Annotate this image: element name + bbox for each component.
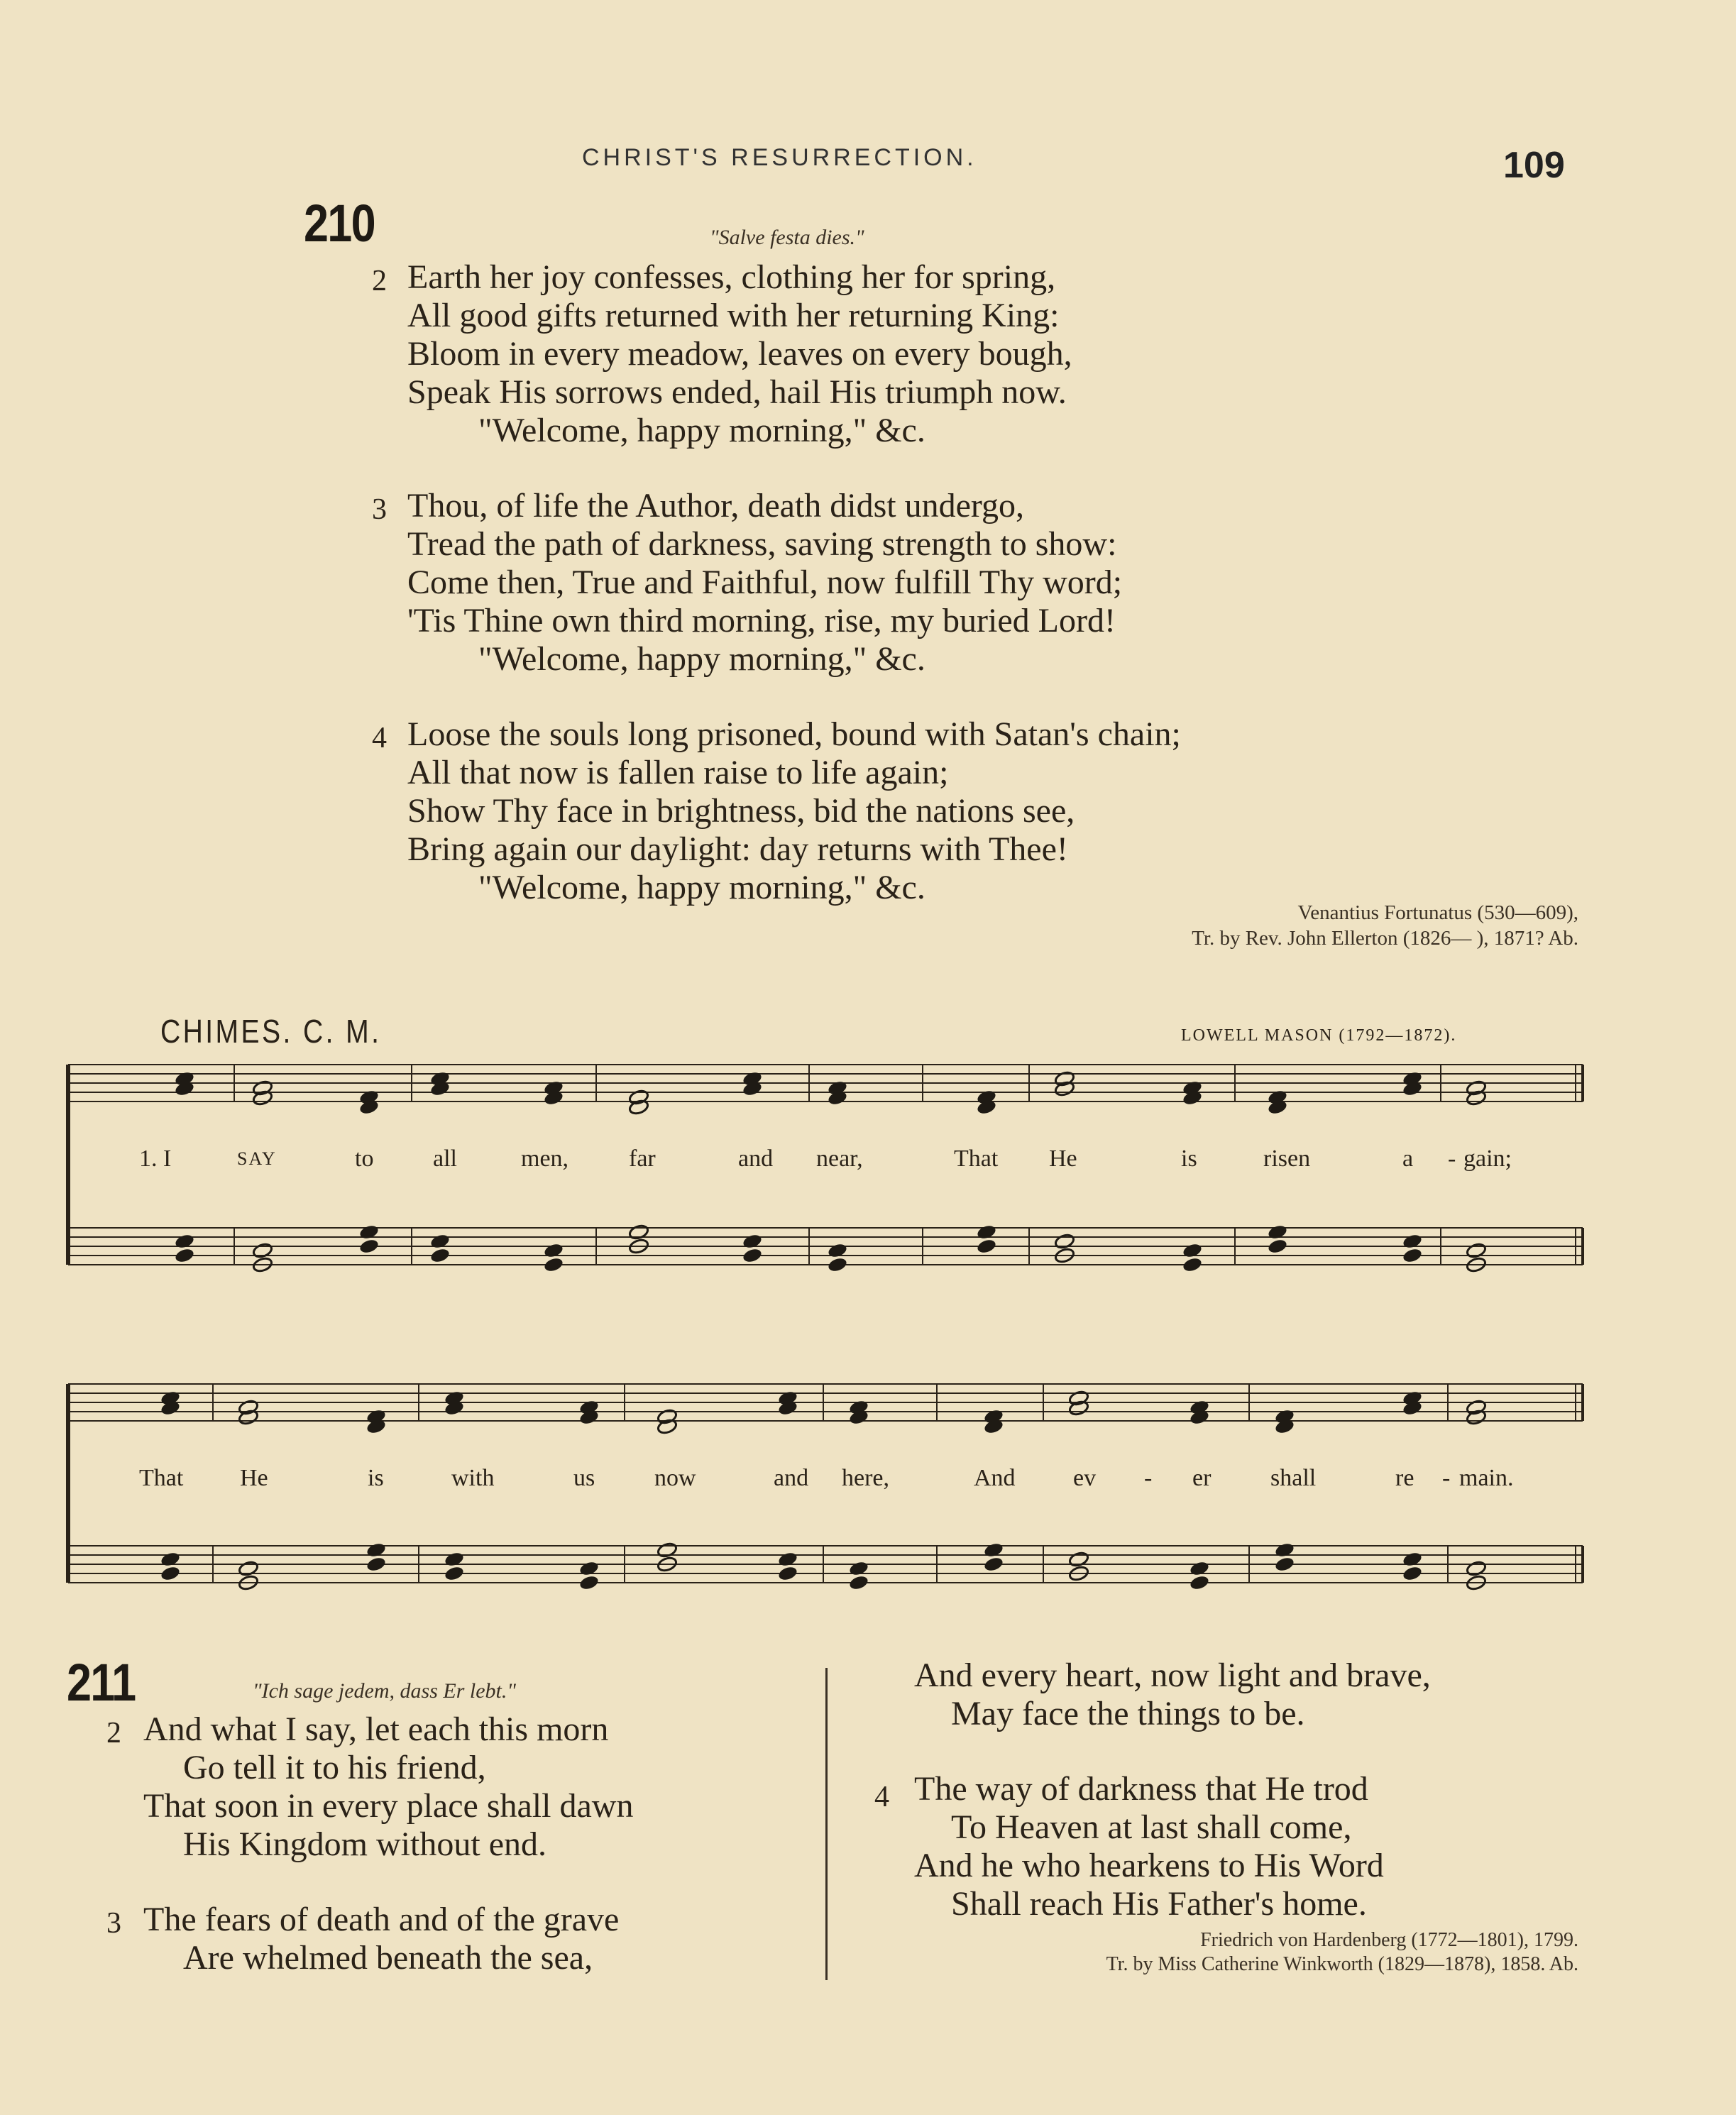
verse-line: And what I say, let each this morn <box>143 1710 609 1748</box>
verse-line: Tread the path of darkness, saving strength to show: <box>407 525 1117 563</box>
hymn-210-number: 210 <box>304 194 375 253</box>
note-head <box>238 1560 259 1577</box>
note-head <box>1402 1565 1423 1582</box>
note-head <box>1402 1233 1423 1250</box>
note-head <box>578 1560 600 1577</box>
verse-line: All that now is fallen raise to life again; <box>407 754 949 791</box>
lyric-syllable: gain; <box>1463 1146 1512 1172</box>
verse-line: May face the things to be. <box>951 1695 1305 1732</box>
hymn-211-author: Friedrich von Hardenberg (1772—1801), 1799. <box>1200 1929 1578 1951</box>
note-head <box>976 1224 997 1241</box>
page-number: 109 <box>1503 145 1565 186</box>
note-head <box>1466 1242 1487 1259</box>
stanza-number: 3 <box>372 493 387 526</box>
note-head <box>543 1242 564 1259</box>
note-head <box>628 1224 649 1241</box>
tune-title: CHIMES. C. M. <box>160 1013 382 1050</box>
lyric-syllable: far <box>629 1146 656 1172</box>
column-divider <box>825 1668 828 1980</box>
hymn-211-translator: Tr. by Miss Catherine Winkworth (1829—1878), 1858. Ab. <box>1106 1953 1578 1975</box>
note-head <box>1402 1247 1423 1264</box>
lyric-syllable: risen <box>1263 1146 1311 1172</box>
lyric-syllable: here, <box>842 1465 890 1491</box>
note-head <box>657 1542 678 1559</box>
verse-line: Bring again our daylight: day returns with Thee! <box>407 830 1068 868</box>
lyric-syllable: He <box>240 1465 268 1491</box>
refrain-line: "Welcome, happy morning," &c. <box>478 640 925 678</box>
lyric-syllable: shall <box>1270 1465 1317 1491</box>
note-head <box>444 1551 465 1568</box>
note-head <box>848 1574 869 1591</box>
lyric-syllable: ev <box>1073 1465 1097 1491</box>
lyric-syllable: us <box>573 1465 595 1491</box>
note-head <box>1068 1551 1089 1568</box>
note-head <box>777 1551 798 1568</box>
lyric-syllable: er <box>1192 1465 1212 1491</box>
note-head <box>827 1256 848 1273</box>
note-head <box>174 1233 195 1250</box>
lyric-syllable: That <box>954 1146 999 1172</box>
lyric-syllable: near, <box>816 1146 863 1172</box>
lyric-syllable: 1. I <box>139 1146 172 1172</box>
lyric-syllable: men, <box>521 1146 569 1172</box>
lyric-syllable: to <box>355 1146 374 1172</box>
note-head <box>366 1542 387 1559</box>
note-head <box>160 1565 181 1582</box>
lyric-syllable: with <box>451 1465 495 1491</box>
note-head <box>1189 1574 1210 1591</box>
lyric-syllable: re <box>1395 1465 1414 1491</box>
verse-line: Thou, of life the Author, death didst undergo, <box>407 487 1025 524</box>
lyric-hyphen: - <box>1144 1465 1153 1491</box>
note-head <box>976 1238 997 1255</box>
note-head <box>252 1242 273 1259</box>
note-head <box>777 1565 798 1582</box>
note-head <box>983 1556 1004 1573</box>
note-head <box>983 1542 1004 1559</box>
verse-line: Earth her joy confesses, clothing her for spring, <box>407 258 1056 296</box>
lyric-syllable: And <box>974 1465 1016 1491</box>
note-head <box>827 1242 848 1259</box>
note-head <box>160 1551 181 1568</box>
refrain-line: "Welcome, happy morning," &c. <box>478 412 925 449</box>
stanza-number: 2 <box>372 265 387 297</box>
verse-line: Shall reach His Father's home. <box>951 1885 1367 1923</box>
note-head <box>543 1256 564 1273</box>
lyric-syllable: That <box>139 1465 184 1491</box>
note-head <box>1274 1556 1295 1573</box>
note-head <box>1054 1233 1075 1250</box>
tune-composer: LOWELL MASON (1792—1872). <box>1181 1026 1457 1045</box>
note-head <box>174 1247 195 1264</box>
note-head <box>1189 1560 1210 1577</box>
note-head <box>358 1224 380 1241</box>
lyric-syllable: is <box>1181 1146 1197 1172</box>
note-head <box>578 1574 600 1591</box>
note-head <box>1182 1256 1203 1273</box>
stanza-number: 2 <box>106 1717 121 1749</box>
note-head <box>1402 1551 1423 1568</box>
note-head <box>444 1565 465 1582</box>
verse-line: His Kingdom without end. <box>183 1825 546 1863</box>
lyric-syllable: and <box>738 1146 774 1172</box>
lyric-syllable: SAY <box>237 1148 277 1169</box>
note-head <box>358 1238 380 1255</box>
lyric-syllable: and <box>774 1465 809 1491</box>
hymn-210-author: Venantius Fortunatus (530—609), <box>1297 901 1578 924</box>
lyric-syllable: is <box>368 1465 384 1491</box>
note-head <box>1466 1560 1487 1577</box>
verse-line: That soon in every place shall dawn <box>143 1787 634 1825</box>
hymn-210-latin-title: "Salve festa dies." <box>710 226 864 249</box>
verse-line: To Heaven at last shall come, <box>951 1808 1352 1846</box>
note-head <box>366 1556 387 1573</box>
note-head <box>429 1247 451 1264</box>
lyric-syllable: He <box>1049 1146 1077 1172</box>
section-title: CHRIST'S RESURRECTION. <box>582 144 977 171</box>
refrain-line: "Welcome, happy morning," &c. <box>478 869 925 906</box>
note-head <box>848 1560 869 1577</box>
lyric-syllable: a <box>1402 1146 1414 1172</box>
verse-line: And every heart, now light and brave, <box>914 1657 1431 1694</box>
lyric-hyphen: - <box>1448 1146 1456 1172</box>
lyric-syllable: all <box>433 1146 457 1172</box>
verse-line: Come then, True and Faithful, now fulfill Thy word; <box>407 564 1123 601</box>
verse-line: 'Tis Thine own third morning, rise, my buried Lord! <box>407 602 1116 639</box>
stanza-number: 4 <box>874 1781 889 1813</box>
verse-line: All good gifts returned with her returning King: <box>407 297 1060 334</box>
hymn-211-left-column <box>106 1710 816 1987</box>
note-head <box>1267 1224 1288 1241</box>
stanza-number: 4 <box>372 722 387 754</box>
hymn-211-number: 211 <box>67 1653 136 1712</box>
verse-line: Go tell it to his friend, <box>183 1749 486 1786</box>
verse-line: The fears of death and of the grave <box>143 1901 620 1938</box>
note-head <box>1274 1542 1295 1559</box>
note-head <box>429 1233 451 1250</box>
lyric-syllable: now <box>654 1465 696 1491</box>
lyric-hyphen: - <box>1442 1465 1451 1491</box>
verse-line: Loose the souls long prisoned, bound with Satan's chain; <box>407 715 1181 753</box>
lyric-syllable: main. <box>1459 1465 1514 1491</box>
note-head <box>1267 1238 1288 1255</box>
verse-line: Show Thy face in brightness, bid the nations see, <box>407 792 1075 830</box>
hymn-211-latin-title: "Ich sage jedem, dass Er lebt." <box>253 1679 516 1703</box>
verse-line: Speak His sorrows ended, hail His triumph now. <box>407 373 1067 411</box>
verse-line: And he who hearkens to His Word <box>914 1847 1384 1884</box>
stanza-number: 3 <box>106 1907 121 1940</box>
verse-line: Are whelmed beneath the sea, <box>183 1939 593 1977</box>
note-head <box>1182 1242 1203 1259</box>
verse-line: The way of darkness that He trod <box>914 1770 1368 1808</box>
note-head <box>742 1247 763 1264</box>
hymn-210-translator: Tr. by Rev. John Ellerton (1826— ), 1871? Ab. <box>1192 927 1578 950</box>
verse-line: Bloom in every meadow, leaves on every bough, <box>407 335 1072 373</box>
note-head <box>742 1233 763 1250</box>
